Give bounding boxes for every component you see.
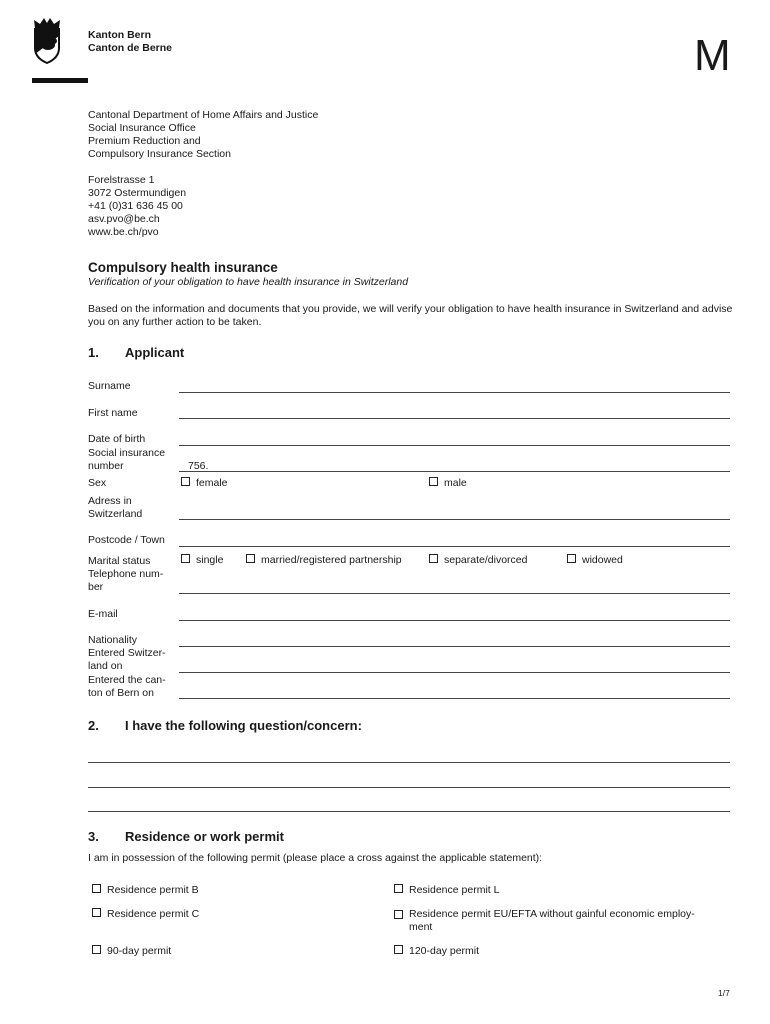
sex-label: Sex <box>88 477 107 489</box>
single-label: single <box>196 554 224 566</box>
permit-l-option[interactable] <box>394 884 499 897</box>
permit-l-label: Residence permit L <box>409 884 500 896</box>
marital-married-option[interactable] <box>246 554 402 567</box>
male-checkbox[interactable] <box>429 477 438 486</box>
ssn-label-line: number <box>88 460 124 472</box>
female-checkbox[interactable] <box>181 477 190 486</box>
phone-label-line: Telephone num- <box>88 568 164 580</box>
permit-eu-label <box>409 908 739 934</box>
phone-label <box>88 568 178 594</box>
married-checkbox[interactable] <box>246 554 255 563</box>
female-label: female <box>196 477 228 489</box>
address-label-line: Switzerland <box>88 508 143 520</box>
marital-single-option[interactable] <box>181 554 223 567</box>
sex-female-option[interactable] <box>181 477 228 490</box>
org-name-french: Canton de Berne <box>88 42 173 54</box>
contact-city: 3072 Ostermundigen <box>88 187 187 199</box>
ssn-prefix-value[interactable]: 756. <box>188 460 209 472</box>
nationality-field[interactable] <box>179 646 730 647</box>
phone-field[interactable] <box>179 593 730 594</box>
entered-bern-label <box>88 674 178 700</box>
permit-b-option[interactable] <box>92 884 199 897</box>
section-3-number: 3. <box>88 829 99 844</box>
permit-120-option[interactable] <box>394 945 479 958</box>
single-checkbox[interactable] <box>181 554 190 563</box>
permit-b-checkbox[interactable] <box>92 884 101 893</box>
permit-c-label: Residence permit C <box>107 908 200 920</box>
contact-block <box>88 174 186 239</box>
form-letter: M <box>694 31 731 80</box>
document-title: Compulsory health insurance <box>88 260 278 275</box>
surname-field[interactable] <box>179 392 730 393</box>
separate-checkbox[interactable] <box>429 554 438 563</box>
marital-widowed-option[interactable] <box>567 554 623 567</box>
address-label <box>88 495 178 521</box>
permit-eu-label-line: Residence permit EU/EFTA without gainful economic employ- <box>409 908 695 920</box>
bern-crest-logo <box>32 16 62 64</box>
firstname-field[interactable] <box>179 418 730 419</box>
intro-paragraph: Based on the information and documents that you provide, we will verify your obligation to have health insurance in Switzerland and advise you on any further action to be taken. <box>88 303 733 328</box>
permit-120-checkbox[interactable] <box>394 945 403 954</box>
department-line: Compulsory Insurance Section <box>88 148 231 160</box>
permit-instruction: I am in possession of the following permit (please place a cross against the applicable statement): <box>88 852 543 864</box>
entered-switzerland-label-line: Entered Switzer- <box>88 647 166 659</box>
postcode-field[interactable] <box>179 546 730 547</box>
section-3-title: Residence or work permit <box>125 829 284 844</box>
department-line: Cantonal Department of Home Affairs and Justice <box>88 109 319 121</box>
department-line: Premium Reduction and <box>88 135 201 147</box>
permit-l-checkbox[interactable] <box>394 884 403 893</box>
entered-bern-field[interactable] <box>179 698 730 699</box>
address-field[interactable] <box>179 519 730 520</box>
contact-street: Forelstrasse 1 <box>88 174 155 186</box>
firstname-label: First name <box>88 407 138 419</box>
nationality-label: Nationality <box>88 634 138 646</box>
entered-switzerland-field[interactable] <box>179 672 730 673</box>
permit-120-label: 120-day permit <box>409 945 480 957</box>
contact-phone: +41 (0)31 636 45 00 <box>88 200 183 212</box>
section-2-number: 2. <box>88 718 99 733</box>
crest-underline <box>32 78 88 83</box>
address-label-line: Adress in <box>88 495 132 507</box>
permit-eu-label-line: ment <box>409 921 433 933</box>
concern-line[interactable] <box>88 762 730 763</box>
email-field[interactable] <box>179 620 730 621</box>
organization-name <box>88 29 172 55</box>
widowed-label: widowed <box>582 554 623 566</box>
ssn-label-line: Social insurance <box>88 447 166 459</box>
entered-bern-label-line: Entered the can- <box>88 674 166 686</box>
section-1-title: Applicant <box>125 345 185 360</box>
concern-line[interactable] <box>88 787 730 788</box>
permit-c-checkbox[interactable] <box>92 908 101 917</box>
permit-c-option[interactable] <box>92 908 199 921</box>
department-line: Social Insurance Office <box>88 122 196 134</box>
marital-label: Marital status <box>88 555 151 567</box>
permit-eu-checkbox[interactable] <box>394 910 403 919</box>
dob-field[interactable] <box>179 445 730 446</box>
entered-switzerland-label-line: land on <box>88 660 123 672</box>
married-label: married/registered partnership <box>261 554 402 566</box>
permit-b-label: Residence permit B <box>107 884 199 896</box>
surname-label: Surname <box>88 380 131 392</box>
email-label: E-mail <box>88 608 118 620</box>
marital-separate-option[interactable] <box>429 554 527 567</box>
document-subtitle: Verification of your obligation to have health insurance in Switzerland <box>88 276 409 288</box>
male-label: male <box>444 477 467 489</box>
contact-website[interactable]: www.be.ch/pvo <box>88 226 159 238</box>
page-number: 1/7 <box>718 988 730 998</box>
permit-90-label: 90-day permit <box>107 945 172 957</box>
section-2-title: I have the following question/concern: <box>125 718 362 733</box>
department-block <box>88 109 318 161</box>
ssn-field[interactable] <box>179 471 730 472</box>
ssn-label <box>88 447 178 473</box>
widowed-checkbox[interactable] <box>567 554 576 563</box>
section-1-number: 1. <box>88 345 99 360</box>
phone-label-line: ber <box>88 581 104 593</box>
org-name-german: Kanton Bern <box>88 29 151 41</box>
entered-bern-label-line: ton of Bern on <box>88 687 154 699</box>
separate-label: separate/divorced <box>444 554 528 566</box>
contact-email[interactable]: asv.pvo@be.ch <box>88 213 160 225</box>
postcode-label: Postcode / Town <box>88 534 165 546</box>
permit-90-checkbox[interactable] <box>92 945 101 954</box>
sex-male-option[interactable] <box>429 477 467 490</box>
concern-line[interactable] <box>88 811 730 812</box>
entered-switzerland-label <box>88 647 178 673</box>
permit-90-option[interactable] <box>92 945 171 958</box>
dob-label: Date of birth <box>88 433 146 445</box>
